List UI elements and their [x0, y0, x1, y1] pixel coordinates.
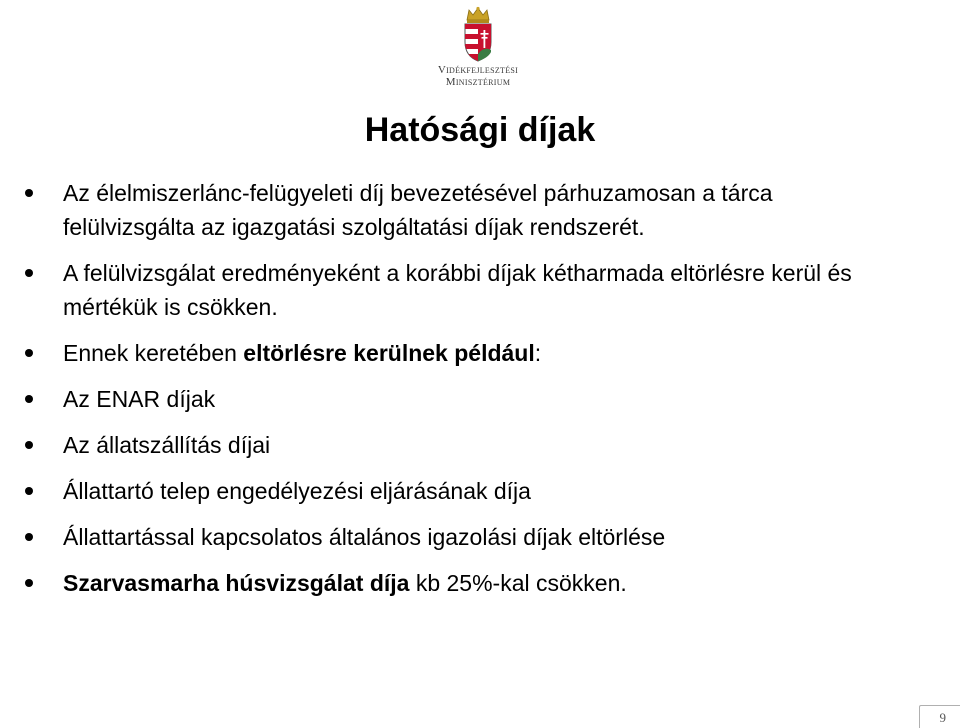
bullet-text-bold: Szarvasmarha húsvizsgálat díja: [63, 570, 410, 596]
bullet-text: Az ENAR díjak: [63, 386, 216, 412]
logo-line-2: Minisztérium: [445, 76, 511, 88]
bullet-dot-icon: [25, 349, 33, 357]
bullet-item: [25, 520, 885, 554]
hungarian-coat-of-arms-icon: [460, 6, 496, 62]
bullet-dot-icon: [25, 579, 33, 587]
bullet-dot-icon: [25, 487, 33, 495]
bullet-list: [25, 176, 885, 612]
bullet-text: kb 25%-kal csökken.: [409, 570, 627, 596]
page-number: 9: [939, 710, 946, 725]
bullet-text: Az állatszállítás díjai: [63, 432, 271, 458]
bullet-text: Ennek keretében: [63, 340, 244, 366]
bullet-item: [25, 382, 885, 416]
ministry-logo: [428, 6, 528, 94]
bullet-item: [25, 474, 885, 508]
bullet-item: [25, 428, 885, 462]
bullet-text: Állattartással kapcsolatos általános igazolási díjak eltörlése: [63, 524, 666, 550]
bullet-text-bold: eltörlésre kerülnek például: [243, 340, 535, 366]
bullet-text: :: [534, 340, 542, 366]
bullet-text: A felülvizsgálat eredményeként a korábbi díjak kétharmada eltörlésre kerül és mértékük is csökken.: [63, 260, 852, 320]
bullet-text: Az élelmiszerlánc-felügyeleti díj bevezetésével párhuzamosan a tárca felülvizsgálta az igazgatási szolgáltatási díjak rendszerét.: [63, 180, 773, 240]
bullet-dot-icon: [25, 441, 33, 449]
bullet-item: [25, 566, 885, 600]
slide-title: Hatósági díjak: [364, 111, 596, 149]
bullet-text: Állattartó telep engedélyezési eljárásának díja: [63, 478, 531, 504]
bullet-item: [25, 336, 885, 370]
bullet-dot-icon: [25, 533, 33, 541]
bullet-item: [25, 256, 885, 324]
bullet-dot-icon: [25, 269, 33, 277]
bullet-item: [25, 176, 885, 244]
logo-line-1: Vidékfejlesztési: [437, 64, 519, 76]
bullet-dot-icon: [25, 395, 33, 403]
bullet-dot-icon: [25, 189, 33, 197]
